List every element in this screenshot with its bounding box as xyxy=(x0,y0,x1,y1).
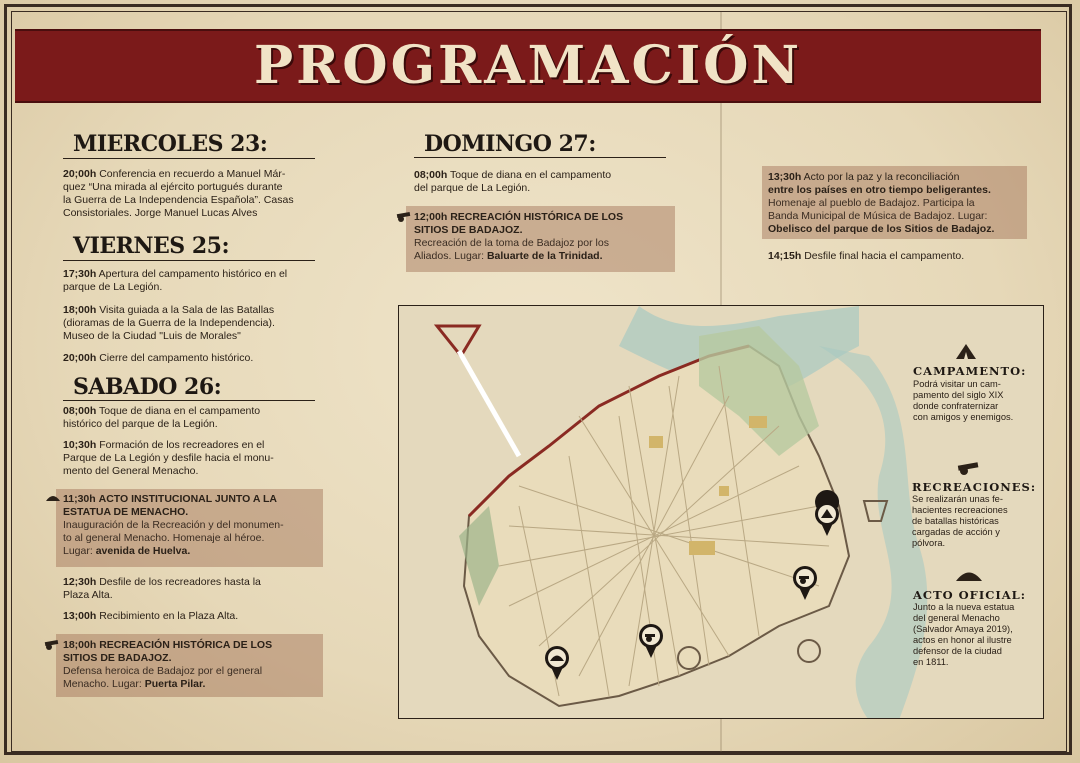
legend-text: con amigos y enemigos. xyxy=(913,412,1014,422)
event-viernes-2 xyxy=(63,304,318,343)
bicorne-hat-icon xyxy=(955,570,983,582)
event-text: Toque de diana en el campamento xyxy=(450,169,612,181)
event-title: SITIOS DE BADAJOZ. xyxy=(63,652,172,664)
event-time: 20;00h xyxy=(63,168,97,180)
event-sabado-2 xyxy=(63,439,318,478)
legend-text: Junto a la nueva estatua xyxy=(913,602,1015,612)
event-place: Obelisco del parque de los Sitios de Badajoz. xyxy=(768,223,995,235)
divider xyxy=(63,260,315,261)
day-heading-miercoles: MIERCOLES 23: xyxy=(73,131,268,157)
event-text: Desfile de los recreadores hasta la xyxy=(99,576,261,588)
event-text: Formación de los recreadores en el xyxy=(99,439,265,451)
monument xyxy=(749,416,767,428)
event-time: 18;00h xyxy=(63,304,97,316)
event-time: 08;00h xyxy=(63,405,97,417)
event-time: 08;00h xyxy=(414,169,448,181)
event-text: Consistoriales. Jorge Manuel Lucas Alves xyxy=(63,207,258,219)
event-time: 13;30h xyxy=(768,171,802,183)
page-title: PROGRAMACIÓN xyxy=(253,35,803,96)
event-time: 20;00h xyxy=(63,352,97,364)
monument xyxy=(649,436,663,448)
legend-title-acto-oficial: ACTO OFICIAL: xyxy=(913,588,1027,602)
legend-text: del general Menacho xyxy=(913,613,1000,623)
bicorne-hat-icon xyxy=(45,493,61,502)
event-text: Plaza Alta. xyxy=(63,589,113,601)
day-heading-viernes: VIERNES 25: xyxy=(73,233,230,259)
event-place: avenida de Huelva. xyxy=(95,545,191,557)
divider xyxy=(63,400,315,401)
monument xyxy=(689,541,715,555)
event-sabado-6 xyxy=(63,639,318,691)
event-text: Menacho. Lugar: xyxy=(63,678,142,690)
event-title: ACTO INSTITUCIONAL JUNTO A LA xyxy=(98,493,277,505)
event-place: Puerta Pilar. xyxy=(144,678,206,690)
event-sabado-1 xyxy=(63,405,318,431)
event-text: histórico del parque de la Legión. xyxy=(63,418,218,430)
monument xyxy=(719,486,729,496)
day-heading-domingo: DOMINGO 27: xyxy=(424,131,596,157)
event-text: (dioramas de la Guerra de la Independencia). xyxy=(63,317,275,329)
event-time: 12;30h xyxy=(63,576,97,588)
legend-text: de batallas históricas xyxy=(912,516,999,526)
legend-text: hacientes recreaciones xyxy=(912,505,1008,515)
event-time: 17;30h xyxy=(63,268,97,280)
event-text: Acto por la paz y la reconciliación xyxy=(803,171,960,183)
event-domingo-2 xyxy=(414,211,670,263)
event-sabado-4 xyxy=(63,576,318,602)
legend-text: actos en honor al ilustre xyxy=(913,635,1012,645)
event-text: Homenaje al pueblo de Badajoz. Participa la xyxy=(768,197,975,209)
event-text: parque de La Legión. xyxy=(63,281,163,293)
event-title: SITIOS DE BADAJOZ. xyxy=(414,224,523,236)
legend-text-recreaciones xyxy=(912,494,1032,549)
day-heading-sabado: SABADO 26: xyxy=(73,374,222,400)
legend-text-acto-oficial xyxy=(913,602,1033,668)
event-text: del parque de La Legión. xyxy=(414,182,531,194)
legend-title-campamento: CAMPAMENTO: xyxy=(913,364,1027,378)
event-text: Parque de La Legión y desfile hacia el monu- xyxy=(63,452,274,464)
event-viernes-3 xyxy=(63,352,318,365)
event-text: Inauguración de la Recreación y del monumen- xyxy=(63,519,284,531)
event-viernes-1 xyxy=(63,268,318,294)
event-text: Cierre del campamento histórico. xyxy=(99,352,254,364)
cannon-icon xyxy=(956,461,982,475)
event-title: RECREACIÓN HISTÓRICA DE LOS xyxy=(450,211,624,223)
legend-text: pamento del siglo XIX xyxy=(913,390,1004,400)
event-domingo-1 xyxy=(414,169,670,195)
event-title: ESTATUA DE MENACHO. xyxy=(63,506,189,518)
event-text: Recibimiento en la Plaza Alta. xyxy=(99,610,239,622)
event-time: 14;15h xyxy=(768,250,802,262)
cannon-icon xyxy=(44,639,61,650)
event-time: 13;00h xyxy=(63,610,97,622)
divider xyxy=(63,158,315,159)
event-time: 12;00h xyxy=(414,211,448,223)
title-banner xyxy=(15,29,1041,103)
event-text: Recreación de la toma de Badajoz por los xyxy=(414,237,609,249)
legend-text: donde confraternizar xyxy=(913,401,999,411)
event-text: Museo de la Ciudad "Luis de Morales" xyxy=(63,330,241,342)
event-domingo-4 xyxy=(768,250,1024,263)
event-text: entre los países en otro tiempo beligerantes. xyxy=(768,184,991,196)
event-text: Banda Municipal de Música de Badajoz. Lugar: xyxy=(768,210,988,222)
event-sabado-3 xyxy=(63,493,318,558)
legend-title-recreaciones: RECREACIONES: xyxy=(912,480,1037,494)
cannon-icon xyxy=(396,211,413,222)
event-text: la Guerra de La Independencia Española”. Casas xyxy=(63,194,294,206)
legend-text: cargadas de acción y xyxy=(912,527,1000,537)
event-text: Desfile final hacia el campamento. xyxy=(804,250,965,262)
divider xyxy=(414,157,666,158)
event-text: Apertura del campamento histórico en el xyxy=(98,268,288,280)
event-time: 10;30h xyxy=(63,439,97,451)
event-miercoles-1 xyxy=(63,168,318,220)
event-time: 11;30h xyxy=(63,493,96,505)
event-text: Aliados. Lugar: xyxy=(414,250,485,262)
legend-text: Podrá visitar un cam- xyxy=(913,379,1001,389)
legend-text-campamento xyxy=(913,379,1033,423)
event-text: Defensa heroica de Badajoz por el general xyxy=(63,665,263,677)
legend-text: (Salvador Amaya 2019), xyxy=(913,624,1013,634)
legend-text: pólvora. xyxy=(912,538,946,548)
legend-text: en 1811. xyxy=(913,657,949,667)
event-text: to al general Menacho. Homenaje al héroe. xyxy=(63,532,265,544)
event-sabado-5 xyxy=(63,610,318,623)
event-domingo-3 xyxy=(768,171,1024,236)
event-title: RECREACIÓN HISTÓRICA DE LOS xyxy=(99,639,273,651)
event-text: Toque de diana en el campamento xyxy=(99,405,261,417)
event-text: quez “Una mirada al ejército portugués durante xyxy=(63,181,283,193)
legend-text: defensor de la ciudad xyxy=(913,646,1002,656)
tent-icon xyxy=(954,342,978,360)
event-text: Lugar: xyxy=(63,545,93,557)
event-text: Visita guiada a la Sala de las Batallas xyxy=(99,304,275,316)
event-place: Baluarte de la Trinidad. xyxy=(486,250,603,262)
event-text: Conferencia en recuerdo a Manuel Már- xyxy=(99,168,286,180)
legend-text: Se realizarán unas fe- xyxy=(912,494,1003,504)
event-text: mento del General Menacho. xyxy=(63,465,199,477)
event-time: 18;00h xyxy=(63,639,97,651)
